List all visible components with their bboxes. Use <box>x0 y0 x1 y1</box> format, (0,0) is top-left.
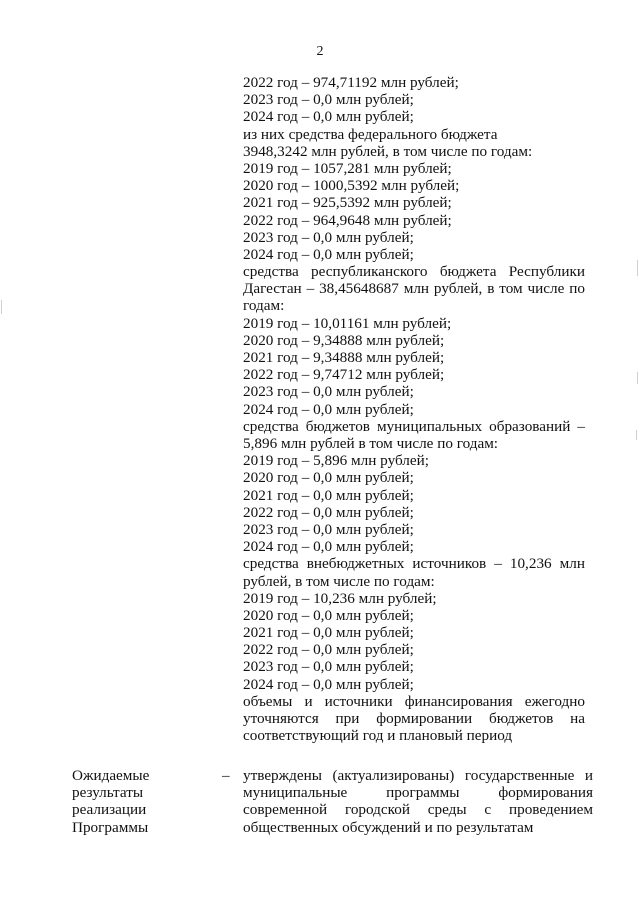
page-number: 2 <box>316 44 324 59</box>
label-line: Ожидаемые <box>72 767 150 784</box>
federal-budget-total: 3948,3242 млн рублей, в том числе по годам: <box>243 142 533 160</box>
scan-edge-mark <box>637 260 638 276</box>
extrabudgetary-paragraph: средства внебюджетных источников – 10,236 млн рублей, в том числе по годам: <box>243 555 585 590</box>
municipal-year-line: 2023 год – 0,0 млн рублей; <box>243 520 414 538</box>
extrabudgetary-year-line: 2020 год – 0,0 млн рублей; <box>243 606 414 624</box>
municipal-year-line: 2020 год – 0,0 млн рублей; <box>243 469 414 487</box>
federal-year-line: 2020 год – 1000,5392 млн рублей; <box>243 177 460 195</box>
municipal-budget-paragraph: средства бюджетов муниципальных образований – 5,896 млн рублей в том числе по годам: <box>243 417 585 452</box>
scan-edge-mark <box>636 430 637 440</box>
federal-budget-heading: из них средства федерального бюджета <box>243 125 498 143</box>
label-line: Программы <box>72 818 149 836</box>
federal-year-line: 2024 год – 0,0 млн рублей; <box>243 245 414 263</box>
republican-year-line: 2019 год – 10,01161 млн рублей; <box>243 314 452 332</box>
funding-line: 2024 год – 0,0 млн рублей; <box>243 108 414 126</box>
municipal-year-line: 2024 год – 0,0 млн рублей; <box>243 538 414 556</box>
federal-year-line: 2023 год – 0,0 млн рублей; <box>243 228 414 246</box>
republican-year-line: 2024 год – 0,0 млн рублей; <box>243 400 414 418</box>
funding-line: 2023 год – 0,0 млн рублей; <box>243 91 414 109</box>
expected-results-label <box>72 767 192 836</box>
closing-note-paragraph: объемы и источники финансирования ежегодно уточняются при формировании бюджетов на соответствующий год и плановый период <box>243 692 585 745</box>
label-line: реализации <box>72 801 147 819</box>
extrabudgetary-year-line: 2021 год – 0,0 млн рублей; <box>243 624 414 642</box>
federal-year-line: 2022 год – 964,9648 млн рублей; <box>243 211 452 229</box>
extrabudgetary-year-line: 2022 год – 0,0 млн рублей; <box>243 641 414 659</box>
municipal-year-line: 2019 год – 5,896 млн рублей; <box>243 452 429 470</box>
funding-content <box>243 74 585 744</box>
label-line: результаты <box>72 784 144 802</box>
scan-edge-mark <box>1 300 2 314</box>
republican-budget-paragraph: средства республиканского бюджета Республики Дагестан – 38,45648687 млн рублей, в том числе по годам: <box>243 263 585 315</box>
republican-year-line: 2023 год – 0,0 млн рублей; <box>243 383 414 401</box>
expected-results-text: утверждены (актуализированы) государственные и муниципальные программы формирования современной городской среды с проведением общественных обсуждений и по результатам <box>243 767 593 836</box>
scan-edge-mark <box>637 372 638 384</box>
federal-year-line: 2019 год – 1057,281 млн рублей; <box>243 159 452 177</box>
municipal-year-line: 2022 год – 0,0 млн рублей; <box>243 503 414 521</box>
extrabudgetary-year-line: 2019 год – 10,236 млн рублей; <box>243 589 437 607</box>
extrabudgetary-year-line: 2023 год – 0,0 млн рублей; <box>243 658 414 676</box>
republican-year-line: 2020 год – 9,34888 млн рублей; <box>243 331 445 349</box>
republican-year-line: 2022 год – 9,74712 млн рублей; <box>243 366 445 384</box>
extrabudgetary-year-line: 2024 год – 0,0 млн рублей; <box>243 675 414 693</box>
republican-year-line: 2021 год – 9,34888 млн рублей; <box>243 349 445 367</box>
separator-dash: – <box>222 767 230 784</box>
federal-year-line: 2021 год – 925,5392 млн рублей; <box>243 194 452 212</box>
municipal-year-line: 2021 год – 0,0 млн рублей; <box>243 486 414 504</box>
funding-line: 2022 год – 974,71192 млн рублей; <box>243 74 459 91</box>
